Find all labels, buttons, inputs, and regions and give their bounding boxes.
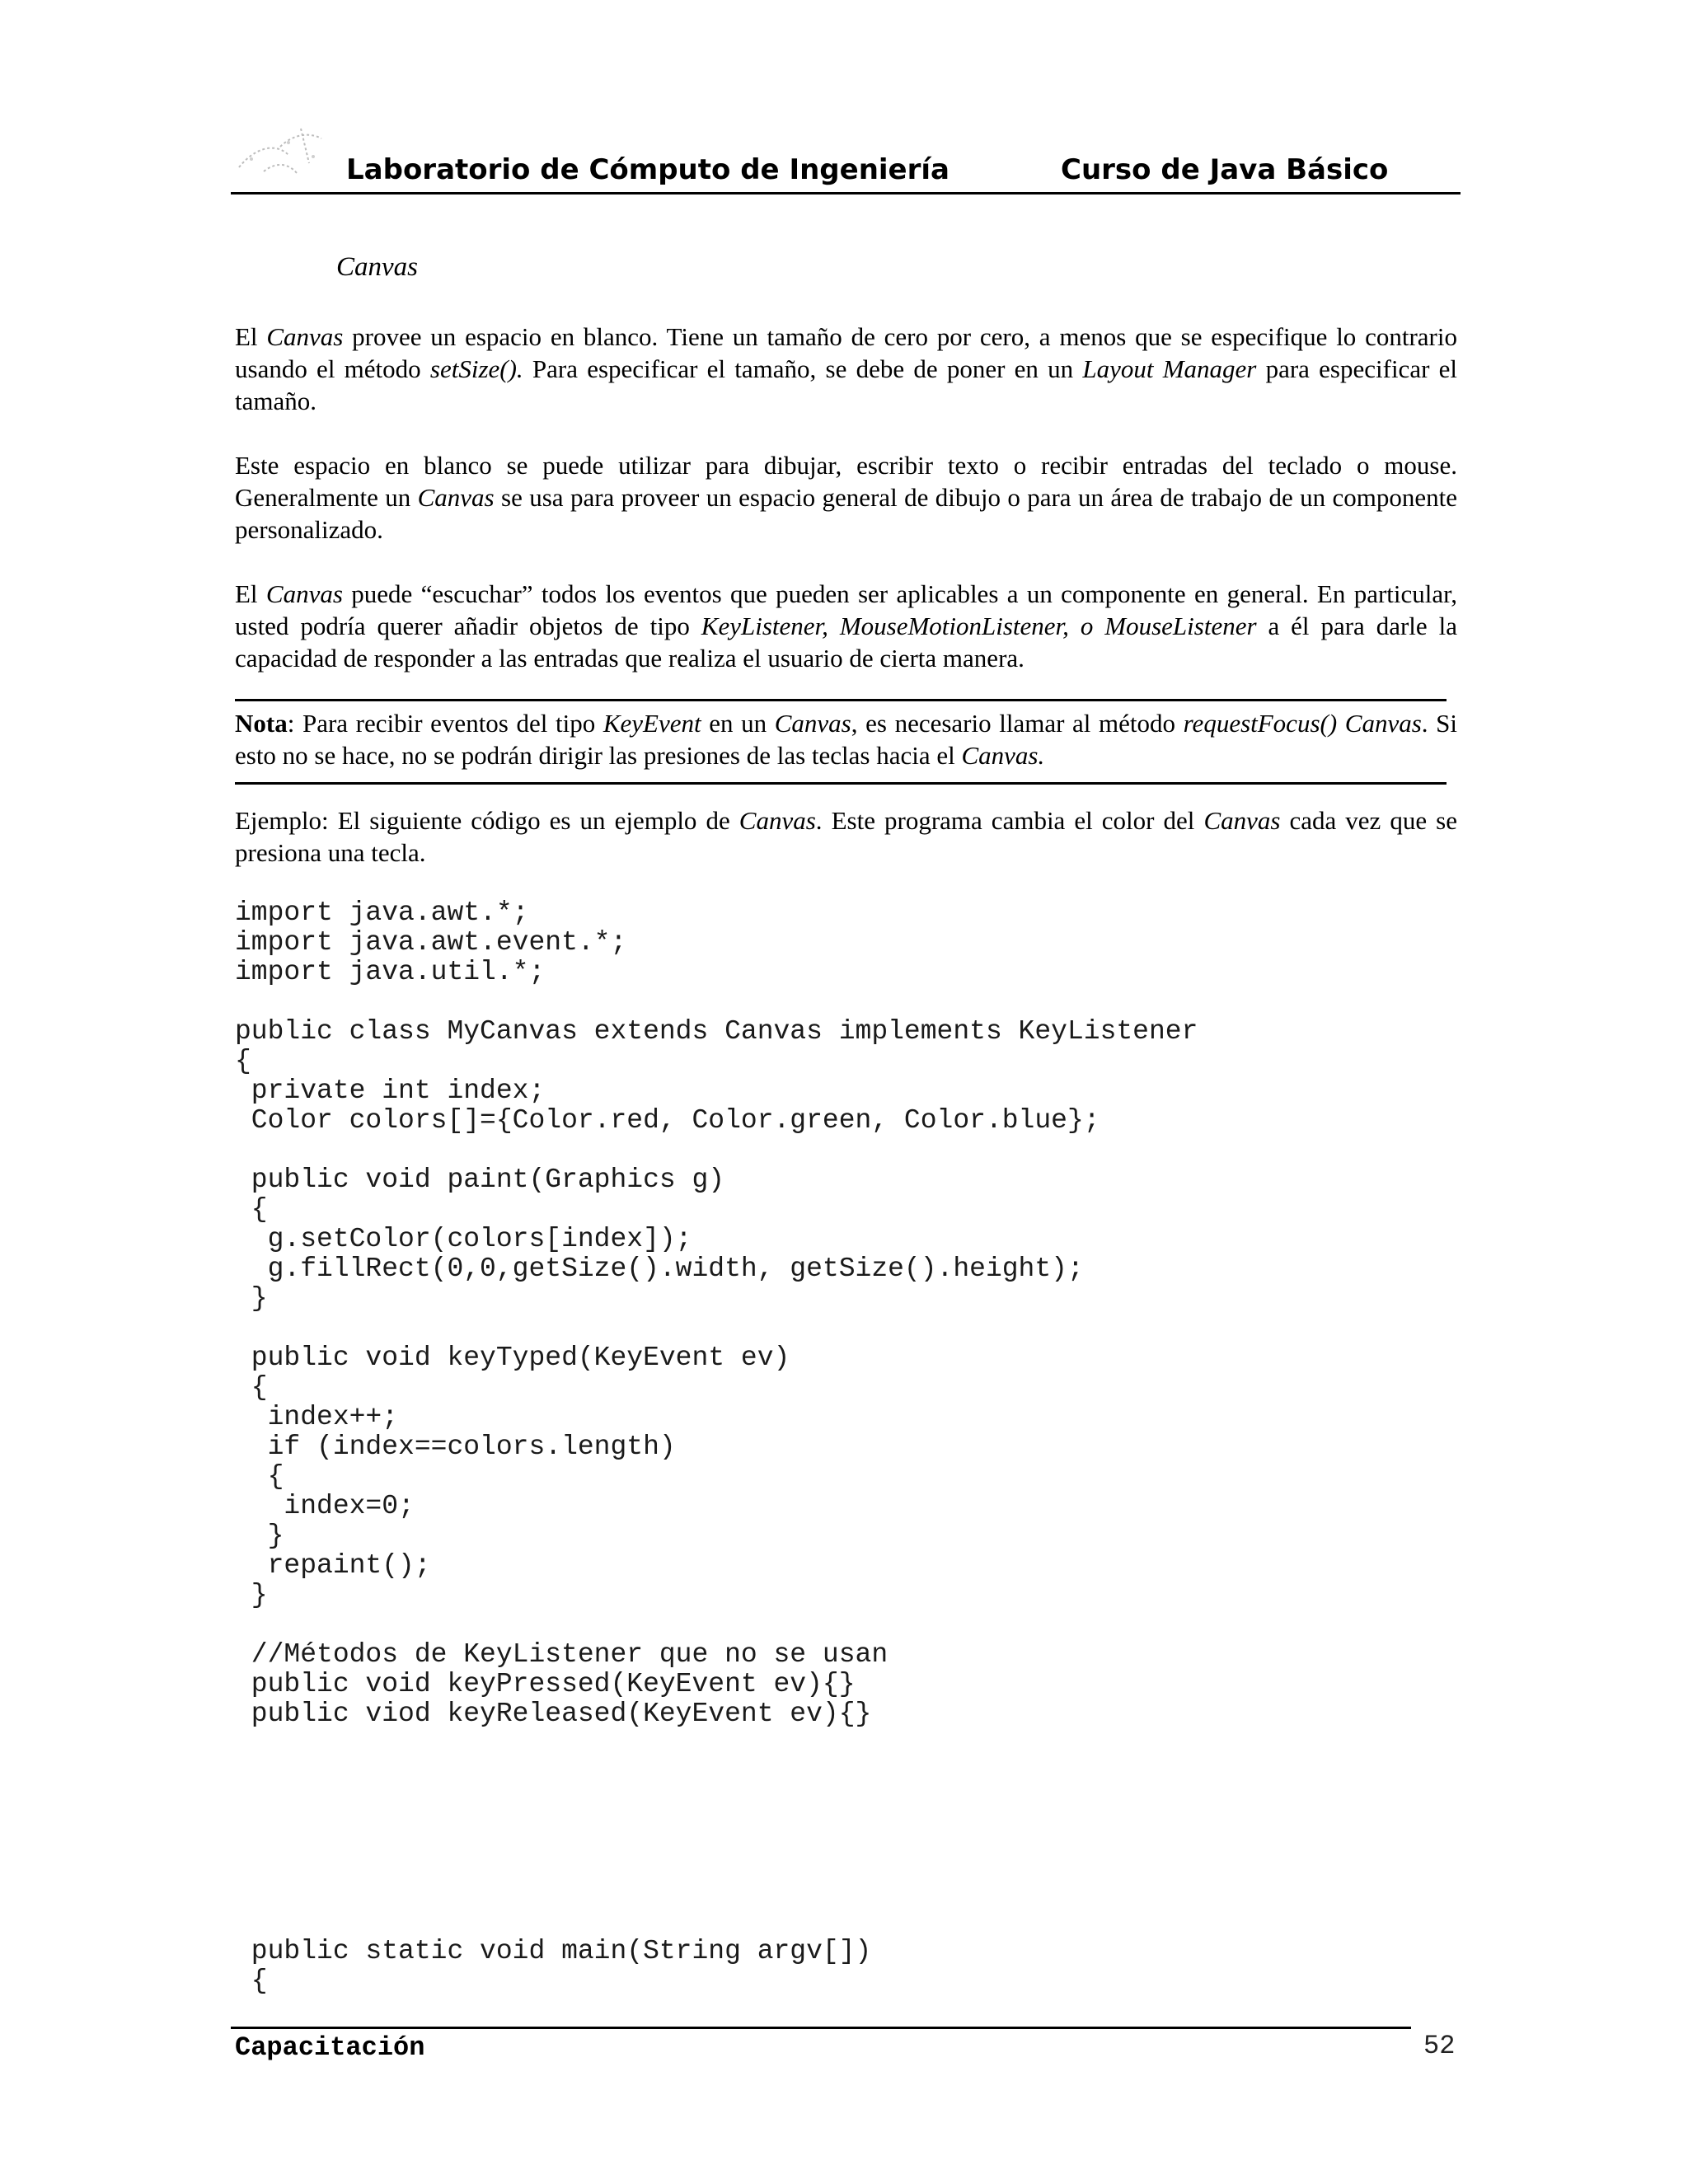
text-run: KeyListener, MouseMotionListener, o MouseListener xyxy=(701,612,1257,640)
code-line xyxy=(235,1877,1198,1907)
page-number: 52 xyxy=(1423,2031,1456,2061)
text-run: . Si esto no se hace, no se podrán dirigir las presiones de las teclas hacia el xyxy=(235,709,1458,770)
paragraph-example-intro xyxy=(235,804,1457,869)
code-line xyxy=(235,1818,1198,1848)
footer-label: Capacitación xyxy=(235,2032,425,2063)
code-line: { xyxy=(235,1194,268,1225)
text-run: Layout Manager xyxy=(1082,354,1257,383)
code-line: index=0; xyxy=(235,1491,415,1521)
text-run: provee un espacio en blanco. Tiene un tamaño de cero por cero, a menos que se especifique lo contrario usando el método xyxy=(235,322,1457,383)
text-run: para especificar el tamaño. xyxy=(235,354,1458,415)
text-run: requestFocus() Canvas xyxy=(1183,709,1422,738)
code-line xyxy=(235,1848,1198,1877)
header-divider xyxy=(231,192,1461,194)
section-title: Canvas xyxy=(336,252,418,282)
code-line: Color colors[]={Color.red, Color.green, Color.blue}; xyxy=(235,1105,1100,1136)
text-run: Canvas xyxy=(265,579,343,608)
code-line: } xyxy=(235,1283,268,1314)
code-line: private int index; xyxy=(235,1076,546,1106)
text-run: Para especificar el tamaño, se debe de poner en un xyxy=(523,354,1083,383)
code-line: import java.awt.*; xyxy=(235,898,529,928)
code-line xyxy=(235,1788,1198,1818)
code-line: public void keyPressed(KeyEvent ev){} xyxy=(235,1669,856,1699)
code-line: g.setColor(colors[index]); xyxy=(235,1224,692,1254)
paragraph-canvas-usage xyxy=(235,449,1457,546)
text-run: KeyEvent xyxy=(603,709,701,738)
paragraph-canvas-intro xyxy=(235,321,1457,417)
code-line: { xyxy=(235,1046,251,1076)
text-run: Nota xyxy=(235,709,288,738)
code-line xyxy=(235,1314,1198,1343)
header-left-title: Laboratorio de Cómputo de Ingeniería xyxy=(346,153,950,186)
code-line xyxy=(235,1610,1198,1640)
note-box xyxy=(235,707,1457,771)
code-line: import java.util.*; xyxy=(235,957,546,987)
text-run: Canvas xyxy=(1203,806,1281,835)
code-line: { xyxy=(235,1372,268,1403)
text-run: Este espacio en blanco se puede utilizar para dibujar, escribir texto o recibir entradas del teclado o mouse. Generalmente un xyxy=(235,451,1457,512)
text-run: , es necesario llamar al método xyxy=(851,709,1184,738)
text-run: : Para recibir eventos del tipo xyxy=(287,709,603,738)
note-bottom-divider xyxy=(235,782,1447,785)
text-run: se usa para proveer un espacio general de dibujo o para un área de trabajo de un componente personalizado. xyxy=(235,483,1457,544)
code-line: index++; xyxy=(235,1402,399,1432)
code-line: public void paint(Graphics g) xyxy=(235,1165,725,1195)
code-line xyxy=(235,987,1198,1017)
code-line: public void keyTyped(KeyEvent ev) xyxy=(235,1343,790,1373)
code-line: g.fillRect(0,0,getSize().width, getSize().height); xyxy=(235,1254,1084,1284)
footer-divider xyxy=(231,2027,1411,2029)
code-line: import java.awt.event.*; xyxy=(235,927,627,958)
code-line: repaint(); xyxy=(235,1550,431,1581)
code-line xyxy=(235,1907,1198,1937)
text-run: El xyxy=(235,579,266,608)
text-run: Canvas xyxy=(266,322,344,351)
code-line: public static void main(String argv[]) xyxy=(235,1936,872,1966)
text-run: cada vez que se presiona una tecla. xyxy=(235,806,1457,867)
text-run: Canvas xyxy=(738,806,816,835)
code-line: } xyxy=(235,1580,268,1610)
logo-icon xyxy=(231,122,338,180)
code-line xyxy=(235,1136,1198,1165)
text-run: Canvas xyxy=(417,483,495,512)
code-line: if (index==colors.length) xyxy=(235,1432,676,1462)
text-run: setSize(). xyxy=(429,354,523,383)
text-run: a él para darle la capacidad de responder a las entradas que realiza el usuario de cierta manera. xyxy=(235,612,1457,673)
text-run: Ejemplo: El siguiente código es un ejemplo de xyxy=(235,806,739,835)
text-run: en un xyxy=(701,709,775,738)
code-listing xyxy=(235,898,1198,1996)
code-line: public class MyCanvas extends Canvas implements KeyListener xyxy=(235,1016,1198,1047)
code-line: { xyxy=(235,1461,284,1492)
text-run: Canvas. xyxy=(961,741,1045,770)
header-right-title: Curso de Java Básico xyxy=(1061,153,1389,186)
code-line: public viod keyReleased(KeyEvent ev){} xyxy=(235,1699,872,1729)
code-line: { xyxy=(235,1966,268,1996)
text-run: puede “escuchar” todos los eventos que pueden ser aplicables a un componente en general. En particular, usted podría querer añadir objetos de tipo xyxy=(235,579,1457,640)
code-line: } xyxy=(235,1521,284,1551)
code-line xyxy=(235,1759,1198,1788)
code-line: //Métodos de KeyListener que no se usan xyxy=(235,1639,889,1670)
text-run: . Este programa cambia el color del xyxy=(815,806,1204,835)
code-line xyxy=(235,1729,1198,1759)
note-top-divider xyxy=(235,699,1447,701)
text-run: Canvas xyxy=(774,709,851,738)
text-run: El xyxy=(235,322,267,351)
paragraph-canvas-events xyxy=(235,578,1457,674)
